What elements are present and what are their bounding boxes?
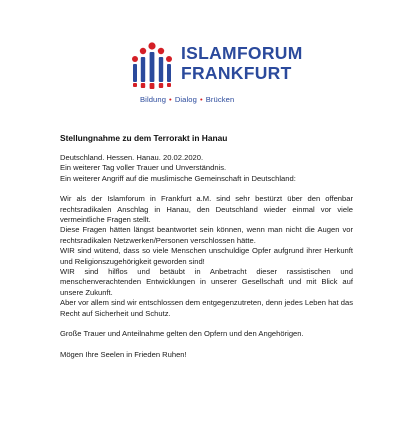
statement-paragraph: WIR sind wütend, dass so viele Menschen unschuldige Opfer aufgrund ihrer Herkunft und Religionszugehörigkeit geworden sind! <box>60 246 353 266</box>
tagline-dot: • <box>169 95 172 104</box>
tagline-word: Dialog <box>174 95 197 104</box>
tagline-dot: • <box>199 95 203 104</box>
logo-tagline <box>140 95 234 104</box>
statement-body <box>60 153 353 360</box>
tagline-word: Brücken <box>205 95 235 104</box>
closing-line: Mögen Ihre Seelen in Frieden Ruhen! <box>60 349 187 359</box>
logo-figures-icon <box>128 42 176 90</box>
statement-heading: Stellungnahme zu dem Terrorakt in Hanau <box>60 133 228 143</box>
tagline-word: Bildung <box>140 95 167 104</box>
statement-paragraph: WIR sind hilflos und betäubt in Anbetracht dieser rassistischen und menschenverachtenden Entwicklungen in unserer Gesellschaft und mit Blick auf unsere Zukunft. <box>60 267 353 297</box>
statement-paragraph: Wir als der Islamforum in Frankfurt a.M. sind sehr bestürzt über den offenbar rechtsradikalen Anschlag in Hanau, den Deutschland wieder einmal vor viele vermeintliche Fragen stellt. <box>60 194 353 225</box>
islamforum-logo <box>128 40 303 112</box>
logo-name-line2: FRANKFURT <box>181 63 292 83</box>
condolence-line: Große Trauer und Anteilnahme gelten den Opfern und den Angehörigen. <box>60 329 304 339</box>
intro-line: Ein weiterer Tag voller Trauer und Unverständnis. <box>60 163 227 173</box>
intro-line: Deutschland. Hessen. Hanau. 20.02.2020. <box>60 153 204 162</box>
logo-wordmark <box>181 43 303 83</box>
statement-paragraph: Diese Fragen hätten längst beantwortet sein können, wenn man nicht die Augen vor rechtsradikalen Netzwerken/Personen verschlossen hätte. <box>60 225 353 245</box>
statement-paragraph: Aber vor allem sind wir entschlossen dem entgegenzutreten, denn jedes Leben hat das Recht auf Sicherheit und Schutz. <box>60 298 353 318</box>
logo-name-line1: ISLAMFORUM <box>181 43 303 63</box>
intro-line: Ein weiterer Angriff auf die muslimische Gemeinschaft in Deutschland: <box>60 173 296 183</box>
